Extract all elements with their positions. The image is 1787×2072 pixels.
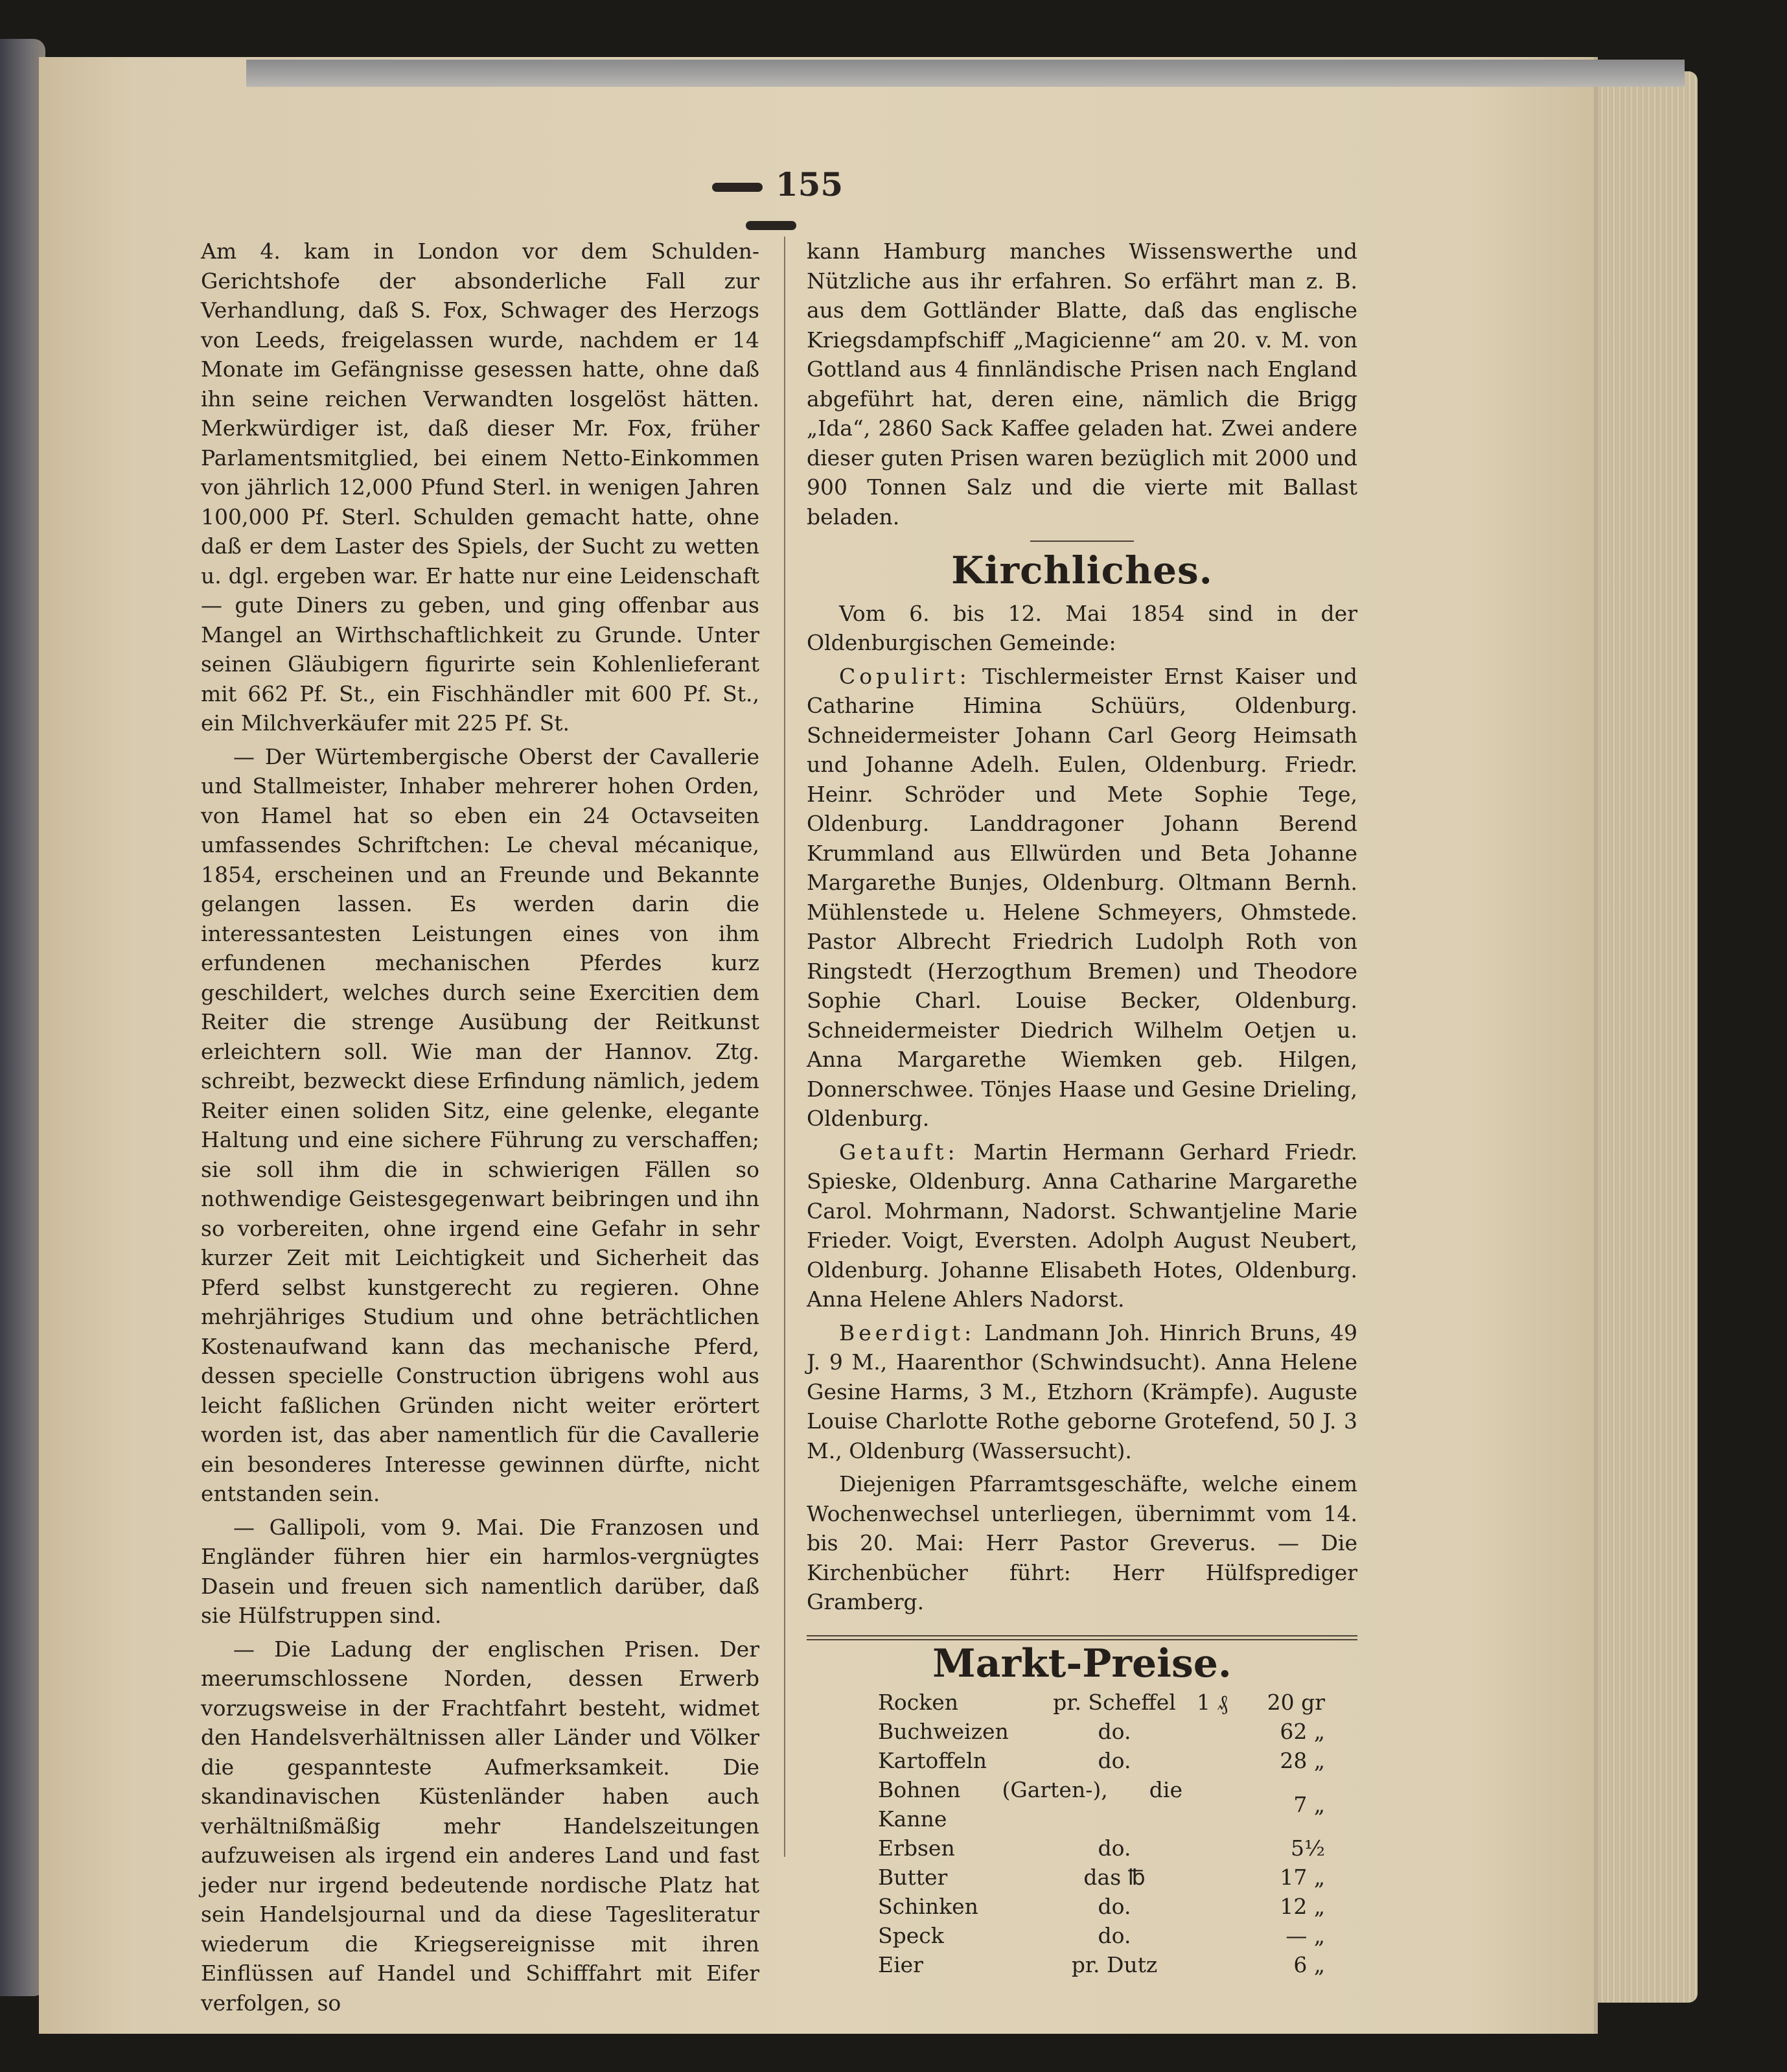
getauft-label: Getauft:: [839, 1139, 959, 1165]
market-item: Eier: [878, 1952, 923, 1977]
binding-strip: [246, 60, 1685, 87]
church-section-title: Kirchliches.: [951, 548, 1213, 592]
market-unit: do.: [1098, 1748, 1131, 1773]
market-price: 17 „: [1280, 1865, 1325, 1890]
market-row: [871, 1950, 1332, 1979]
market-unit: do.: [1098, 1923, 1131, 1948]
market-divider: [807, 1635, 1357, 1640]
page-edges: [1581, 71, 1698, 2003]
market-item: Schinken: [878, 1894, 978, 1919]
market-item: Kartoffeln: [878, 1748, 987, 1773]
market-row: [871, 1746, 1332, 1775]
market-title: Markt-Preise.: [932, 1640, 1232, 1686]
right-column: [807, 237, 1357, 1979]
market-row: [871, 1688, 1332, 1717]
market-row: [871, 1892, 1332, 1921]
market-row: [871, 1921, 1332, 1950]
beerdigt-text: Landmann Joh. Hinrich Bruns, 49 J. 9 M., Haarenthor (Schwindsucht). Anna Helene Gesine Harms, 3 M., Etzhorn (Krämpfe). Auguste Louise Charlotte Rothe geborne Grotefend, 50 J. 3 M., Oldenburg (Wassersucht).: [807, 1320, 1357, 1463]
market-price: 7 „: [1293, 1791, 1325, 1817]
market-price: 28 „: [1280, 1748, 1325, 1773]
market-price: 12 „: [1280, 1894, 1325, 1919]
article-mechanical-horse: — Der Würtembergische Oberst der Cavallerie und Stallmeister, Inhaber mehrerer hohen Orden, von Hamel hat so eben ein 24 Octavseiten umfassendes Schriftchen: Le cheval mécanique, 1854, erscheinen und an Freunde und Bekannte gelangen lassen. Es werden darin die interessantesten Leistungen eines von ihm erfundenen mechanischen Pferdes kurz geschildert, welches durch seine Exercitien dem Reiter die strenge Ausübung der Reitkunst erleichtern soll. Wie man der Hannov. Ztg. schreibt, bezweckt diese Erfindung nämlich, jedem Reiter einen soliden Sitz, eine gelenke, elegante Haltung und eine sichere Führung zu verschaffen; sie soll ihm die in schwierigen Fällen so nothwendige Geistesgegenwart beibringen und ihn so vorbereiten, ohne irgend eine Gefahr in sehr kurzer Zeit mit Leichtigkeit und Sicherheit das Pferd selbst kunstgerecht zu regieren. Ohne mehrjähriges Studium und ohne beträchtlichen Kostenaufwand kann das mechanische Pferd, dessen specielle Construction übrigens wohl aus leicht faßlichen Gründen nicht weiter erörtert worden ist, das aber namentlich für die Cavallerie ein besonderes Interesse gewinnen dürfte, nicht entstanden sein.: [201, 743, 759, 1506]
market-item: Rocken: [878, 1690, 958, 1715]
left-column: [201, 237, 759, 2021]
market-thaler: [1189, 1863, 1234, 1892]
market-item: Speck: [878, 1923, 944, 1948]
church-beerdigt: [807, 1318, 1357, 1466]
church-closing: Diejenigen Pfarramtsgeschäfte, welche einem Wochenwechsel unterliegen, übernimmt vom 14. bis 20. Mai: Herr Pastor Greverus. — Die Kirchenbücher führt: Herr Hülfsprediger Gramberg.: [807, 1471, 1357, 1614]
beerdigt-label: Beerdigt:: [839, 1320, 976, 1345]
market-item: Butter: [878, 1865, 948, 1890]
market-thaler: [1189, 1833, 1234, 1863]
market-price-table: [871, 1688, 1332, 1979]
market-thaler: [1189, 1717, 1234, 1746]
market-thaler: [1189, 1892, 1234, 1921]
market-thaler: [1189, 1746, 1234, 1775]
market-row: [871, 1863, 1332, 1892]
market-unit: pr. Dutz: [1071, 1952, 1158, 1977]
copulirt-label: Copulirt:: [839, 663, 971, 689]
market-item: Erbsen: [878, 1835, 955, 1861]
page-number-text: 155: [775, 165, 844, 204]
market-thaler: [1189, 1950, 1234, 1979]
copulirt-text: Tischlermeister Ernst Kaiser und Catharine Himina Schüürs, Oldenburg. Schneidermeister Johann Carl Georg Heimsath und Johanne Adelh. Eulen, Oldenburg. Friedr. Heinr. Schröder und Mete Sophie Tege, Oldenburg. Landdragoner Johann Berend Krummland aus Ellwürden und Beta Johanne Margarethe Bunjes, Oldenburg. Oltmann Bernh. Mühlenstede u. Helene Schmeyers, Ohmstede. Pastor Albrecht Friedrich Ludolph Roth von Ringstedt (Herzogthum Bremen) und Theodore Sophie Charl. Louise Becker, Oldenburg. Schneidermeister Diedrich Wilhelm Oetjen u. Anna Margarethe Wiemken geb. Hilgen, Donnerschwee. Tönjes Haase und Gesine Drieling, Oldenburg.: [807, 663, 1357, 1131]
market-thaler: 1 ₰: [1197, 1690, 1228, 1715]
market-price: — „: [1285, 1923, 1325, 1948]
market-unit: do.: [1098, 1835, 1131, 1861]
market-thaler: [1189, 1775, 1234, 1833]
page-number: [667, 165, 875, 242]
market-price: 20 gr: [1267, 1690, 1325, 1715]
market-item: Buchweizen: [878, 1719, 1009, 1744]
church-getauft: [807, 1137, 1357, 1314]
market-price: 6 „: [1293, 1952, 1325, 1977]
market-unit: do.: [1098, 1719, 1131, 1744]
market-price: 5½: [1291, 1835, 1325, 1861]
market-price: 62 „: [1280, 1719, 1325, 1744]
market-thaler: [1189, 1921, 1234, 1950]
column-divider: [784, 237, 785, 1857]
church-intro: Vom 6. bis 12. Mai 1854 sind in der Oldenburgischen Gemeinde:: [807, 600, 1357, 655]
market-unit: das ℔: [1083, 1865, 1146, 1890]
church-copulirt: [807, 662, 1357, 1134]
market-row: [871, 1775, 1332, 1833]
ornament-right: [746, 221, 796, 230]
ornament-left: [712, 183, 763, 192]
market-row: [871, 1717, 1332, 1746]
market-unit: do.: [1098, 1894, 1131, 1919]
short-divider: [1030, 541, 1134, 542]
market-row: [871, 1833, 1332, 1863]
article-gallipoli: — Gallipoli, vom 9. Mai. Die Franzosen und Engländer führen hier ein harmlos-vergnügtes Dasein und freuen sich namentlich darüber, daß sie Hülfstruppen sind.: [201, 1514, 759, 1628]
getauft-text: Martin Hermann Gerhard Friedr. Spieske, Oldenburg. Anna Catharine Margarethe Carol. Mohrmann, Nadorst. Schwantjeline Marie Frieder. Voigt, Eversten. Adolph August Neubert, Oldenburg. Johanne Elisabeth Hotes, Oldenburg. Anna Helene Ahlers Nadorst.: [807, 1139, 1357, 1312]
article-english-prizes: — Die Ladung der englischen Prisen. Der meerumschlossene Norden, dessen Erwerb vorzugsweise in der Frachtfahrt besteht, widmet den Handelsverhältnissen aller Länder und Völker die gespannteste Aufmerksamkeit. Die skandinavischen Küstenländer haben auch verhältnißmäßig mehr Handelszeitungen aufzuweisen als irgend ein anderes Land und fast jeder nur irgend bedeutende nordische Platz hat sein Handelsjournal und da diese Tagesliteratur wiederum die Kriegsereignisse mit ihren Einflüssen auf Handel und Schifffahrt mit Eifer verfolgen, so: [201, 1636, 759, 2016]
article-continuation: kann Hamburg manches Wissenswerthe und Nützliche aus ihr erfahren. So erfährt man z. B. aus dem Gottländer Blatte, daß das englische Kriegsdampfschiff „Magicienne“ am 20. v. M. von Gottland aus 4 finnländische Prisen nach England abgeführt hat, deren eine, nämlich die Brigg „Ida“, 2860 Sack Kaffee geladen hat. Zwei andere dieser guten Prisen waren bezüglich mit 2000 und 900 Tonnen Salz und die vierte mit Ballast beladen.: [807, 239, 1357, 530]
market-unit: pr. Scheffel: [1053, 1690, 1176, 1715]
article-london: Am 4. kam in London vor dem Schulden-Gerichtshofe der absonderliche Fall zur Verhandlung, daß S. Fox, Schwager des Herzogs von Leeds, freigelassen wurde, nachdem er 14 Monate im Gefängnisse gesessen hatte, ohne daß ihn seine reichen Verwandten losgelöst hätten. Merkwürdiger ist, daß dieser Mr. Fox, früher Parlamentsmitglied, bei einem Netto-Einkommen von jährlich 12,000 Pfund Sterl. in wenigen Jahren 100,000 Pf. Sterl. Schulden gemacht hatte, ohne daß er dem Laster des Spiels, der Sucht zu wetten u. dgl. ergeben war. Er hatte nur eine Leidenschaft — gute Diners zu geben, und ging offenbar aus Mangel an Wirthschaftlichkeit zu Grunde. Unter seinen Gläubigern figurirte sein Kohlenlieferant mit 662 Pf. St., ein Fischhändler mit 600 Pf. St., ein Milchverkäufer mit 225 Pf. St.: [201, 239, 759, 736]
market-item: Bohnen (Garten-), die Kanne: [878, 1777, 1182, 1832]
